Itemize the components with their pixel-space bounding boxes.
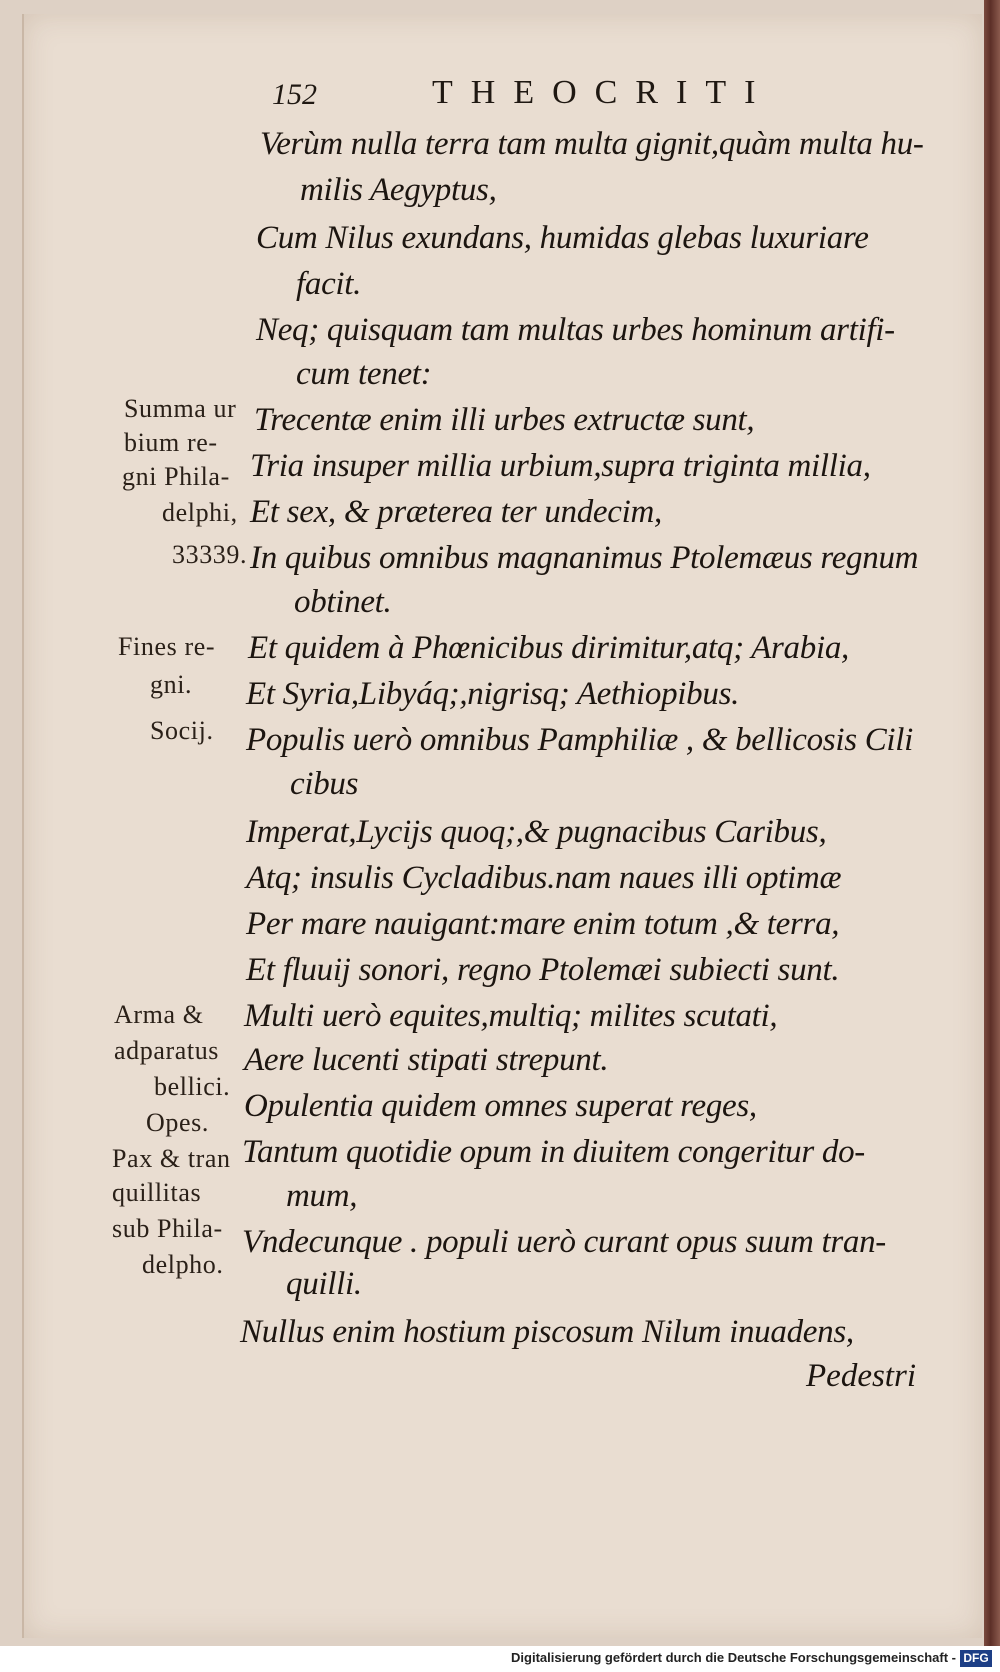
verse-line: Neq; quisquam tam multas urbes hominum artifi-	[256, 312, 895, 348]
margin-note: Socij.	[150, 716, 214, 745]
verse-line: Et sex, & præterea ter undecim,	[250, 494, 662, 530]
verse-line: Et fluuij sonori, regno Ptolemæi subiecti sunt.	[246, 952, 840, 988]
verse-line: Verùm nulla terra tam multa gignit,quàm multa hu-	[260, 126, 924, 162]
margin-note: sub Phila-	[112, 1214, 223, 1243]
margin-note: adparatus	[114, 1036, 220, 1065]
margin-note: Pax & tran	[112, 1144, 231, 1173]
verse-line: Trecentæ enim illi urbes extructæ sunt,	[254, 402, 755, 438]
verse-line: Et Syria,Libyáq;,nigrisq; Aethiopibus.	[246, 676, 740, 712]
catchword: Pedestri	[806, 1358, 916, 1394]
verse-line: mum,	[286, 1178, 358, 1214]
verse-line: obtinet.	[294, 584, 392, 620]
margin-note: Arma &	[114, 1000, 204, 1029]
margin-note: Summa ur	[124, 394, 237, 423]
page-number: 152	[272, 78, 317, 111]
verse-line: Tantum quotidie opum in diuitem congeritur do-	[242, 1134, 865, 1170]
verse-line: cibus	[290, 766, 359, 802]
verse-line: Atq; insulis Cycladibus.nam naues illi optimæ	[246, 860, 842, 896]
running-title: THEOCRITI	[432, 74, 774, 111]
verse-line: Nullus enim hostium piscosum Nilum inuadens,	[240, 1314, 854, 1350]
margin-note: gni.	[150, 670, 193, 699]
margin-note: bellici.	[154, 1072, 231, 1101]
margin-note: 33339.	[172, 540, 248, 569]
margin-note: bium re-	[124, 428, 218, 457]
verse-line: Vndecunque . populi uerò curant opus suum tran-	[242, 1224, 886, 1260]
verse-line: cum tenet:	[296, 356, 432, 392]
verse-line: quilli.	[286, 1266, 362, 1302]
digitization-footer	[0, 1646, 1000, 1672]
margin-note: delpho.	[142, 1250, 224, 1279]
dfg-logo-icon: DFG	[960, 1650, 992, 1667]
funding-credit: Digitalisierung gefördert durch die Deutsche Forschungsgemeinschaft -	[511, 1650, 956, 1665]
verse-line: Populis uerò omnibus Pamphiliæ , & bellicosis Cili	[246, 722, 914, 758]
verse-line: Aere lucenti stipati strepunt.	[244, 1042, 609, 1078]
margin-note: quillitas	[112, 1178, 202, 1207]
verse-line: Imperat,Lycijs quoq;,& pugnacibus Caribus,	[246, 814, 827, 850]
verse-line: milis Aegyptus,	[300, 172, 497, 208]
verse-line: Tria insuper millia urbium,supra triginta millia,	[250, 448, 871, 484]
verse-line: Per mare nauigant:mare enim totum ,& terra,	[246, 906, 840, 942]
margin-note: gni Phila-	[122, 462, 230, 491]
verse-line: In quibus omnibus magnanimus Ptolemæus regnum	[250, 540, 919, 576]
margin-note: Fines re-	[118, 632, 216, 661]
margin-note: Opes.	[146, 1108, 209, 1137]
verse-line: Cum Nilus exundans, humidas glebas luxuriare	[256, 220, 869, 256]
verse-line: Multi uerò equites,multiq; milites scutati,	[244, 998, 778, 1034]
verse-line: Et quidem à Phœnicibus dirimitur,atq; Arabia,	[248, 630, 849, 666]
verse-line: Opulentia quidem omnes superat reges,	[244, 1088, 757, 1124]
margin-note: delphi,	[162, 498, 238, 527]
verse-line: facit.	[296, 266, 362, 302]
